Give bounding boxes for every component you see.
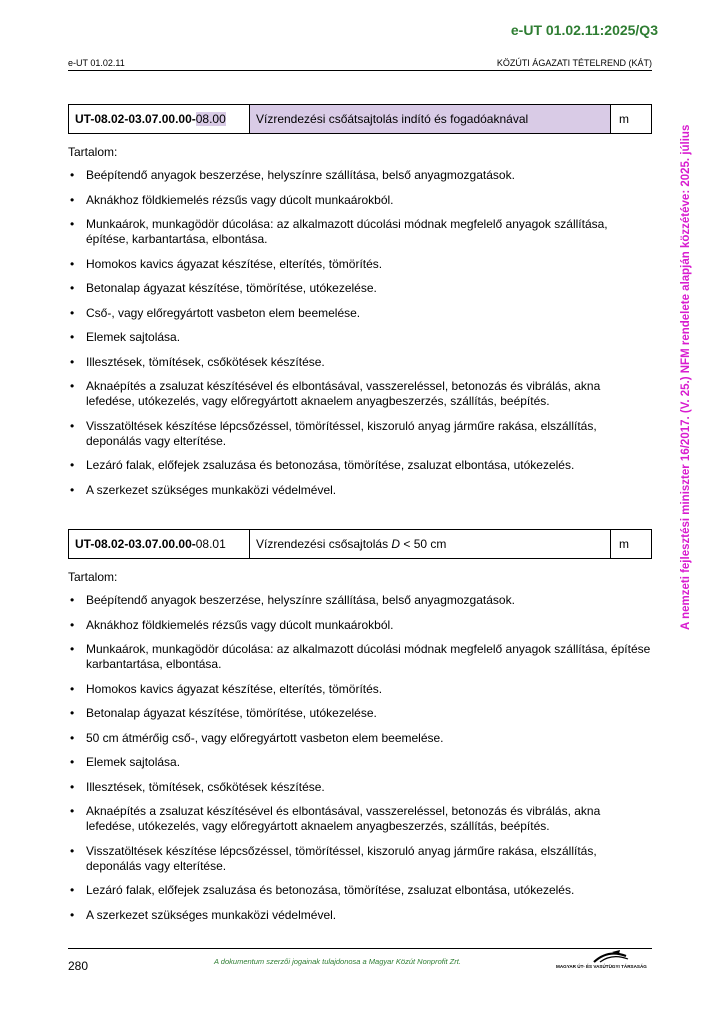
list-item: • Aknákhoz földkiemelés rézsűs vagy dúcolt munkaárokból.	[68, 618, 652, 633]
content-label: Tartalom:	[68, 145, 118, 159]
rail-road-emblem-icon	[556, 948, 656, 964]
document-code: e-UT 01.02.11:2025/Q3	[510, 22, 658, 38]
item-header-table	[68, 529, 652, 559]
content-list	[68, 168, 652, 507]
header-right: KÖZÚTI ÁGAZATI TÉTELREND (KÁT)	[496, 58, 652, 68]
list-item: • Lezáró falak, előfejek zsaluzása és betonozása, tömörítése, zsaluzat elbontása, utókezelés.	[68, 458, 652, 473]
list-item: • Lezáró falak, előfejek zsaluzása és betonozása, tömörítése, zsaluzat elbontása, utókezelés.	[68, 883, 652, 898]
list-item: • Illesztések, tömítések, csőkötések készítése.	[68, 355, 652, 370]
item-unit: m	[611, 105, 652, 134]
item-code: UT-08.02-03.07.00.00-08.00	[69, 105, 250, 134]
list-item: • A szerkezet szükséges munkaközi védelmével.	[68, 908, 652, 923]
list-item: • Elemek sajtolása.	[68, 330, 652, 345]
list-item: • 50 cm átmérőig cső-, vagy előregyártott vasbeton elem beemelése.	[68, 731, 652, 746]
content-label: Tartalom:	[68, 570, 118, 584]
item-code: UT-08.02-03.07.00.00-08.01	[69, 530, 250, 559]
list-item: • Cső-, vagy előregyártott vasbeton elem beemelése.	[68, 306, 652, 321]
list-item: • Visszatöltések készítése lépcsőzéssel, tömörítéssel, kiszoruló anyag járműre rakása, elszállítás, deponálás vagy elterítése.	[68, 844, 652, 874]
list-item: • Homokos kavics ágyazat készítése, elterítés, tömörítés.	[68, 257, 652, 272]
copyright-notice: A dokumentum szerzői jogainak tulajdonosa a Magyar Közút Nonprofit Zrt.	[214, 957, 461, 966]
list-item: • Illesztések, tömítések, csőkötések készítése.	[68, 780, 652, 795]
list-item: • Munkaárok, munkagödör dúcolása: az alkalmazott dúcolási módnak megfelelő anyagok szállítása, építése karbantartása, elbontása.	[68, 642, 652, 672]
list-item: • Visszatöltések készítése lépcsőzéssel, tömörítéssel, kiszoruló anyag járműre rakása, elszállítás, deponálás vagy elterítése.	[68, 419, 652, 449]
list-item: • Aknaépítés a zsaluzat készítésével és elbontásával, vasszereléssel, betonozás és vibrálás, akna lefedése, utókezelés, vagy előregyártott aknaelem anyagbeszerzés, szállítás, beépítés.	[68, 804, 652, 834]
list-item: • Betonalap ágyazat készítése, tömörítése, utókezelése.	[68, 281, 652, 296]
content-list	[68, 593, 652, 932]
list-item: • Betonalap ágyazat készítése, tömörítése, utókezelése.	[68, 706, 652, 721]
page-number: 280	[68, 959, 89, 973]
list-item: • Munkaárok, munkagödör dúcolása: az alkalmazott dúcolási módnak megfelelő anyagok szállítása, építése, karbantartása, elbontása.	[68, 217, 652, 247]
list-item: • Homokos kavics ágyazat készítése, elterítés, tömörítés.	[68, 682, 652, 697]
list-item: • Beépítendő anyagok beszerzése, helyszínre szállítása, belső anyagmozgatások.	[68, 593, 652, 608]
item-description: Vízrendezési csősajtolás D < 50 cm	[250, 530, 611, 559]
header-left: e-UT 01.02.11	[68, 58, 125, 68]
list-item: • Elemek sajtolása.	[68, 755, 652, 770]
society-logo	[556, 948, 656, 972]
side-publication-note: A nemzeti fejlesztési miniszter 16/2017. (V. 25.) NFM rendelete alapján közzétéve: 2025. július	[680, 124, 692, 630]
list-item: • A szerkezet szükséges munkaközi védelmével.	[68, 483, 652, 498]
header-rule	[68, 70, 652, 71]
list-item: • Aknákhoz földkiemelés rézsűs vagy dúcolt munkaárokból.	[68, 193, 652, 208]
logo-text: MAGYAR ÚT- ÉS VASÚTÜGYI TÁRSASÁG	[556, 964, 647, 969]
list-item: • Beépítendő anyagok beszerzése, helyszínre szállítása, belső anyagmozgatások.	[68, 168, 652, 183]
item-unit: m	[611, 530, 652, 559]
item-header-table	[68, 104, 652, 134]
list-item: • Aknaépítés a zsaluzat készítésével és elbontásával, vasszereléssel, betonozás és vibrálás, akna lefedése, utókezelés, vagy előregyártott aknaelem anyagbeszerzés, szállítás, beépítés.	[68, 379, 652, 409]
item-description: Vízrendezési csőátsajtolás indító és fogadóaknával	[250, 105, 611, 134]
